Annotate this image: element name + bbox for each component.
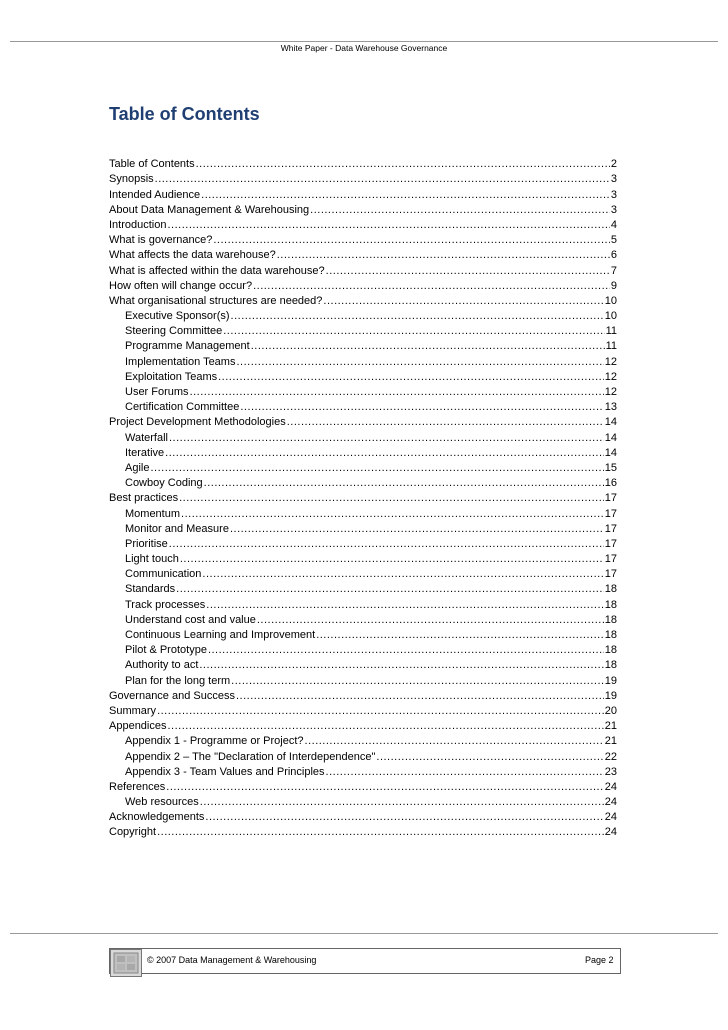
toc-leader-dots [180,553,604,566]
toc-leader-dots [176,583,604,596]
toc-entry-label: Appendix 1 - Programme or Project? [125,735,304,748]
toc-entry-label: Appendix 2 – The "Declaration of Interdependence" [125,750,376,763]
toc-entry-label: Standards [125,583,176,596]
toc-leader-dots [208,644,604,657]
toc-leader-dots [196,158,610,171]
toc-leader-dots [251,340,605,353]
toc-entry-label: Summary [109,704,157,717]
toc-entry-page: 14 [604,416,617,429]
toc-entry-label: Appendix 3 - Team Values and Principles [125,765,325,778]
toc-entry[interactable] [109,779,617,794]
toc-entry-page: 17 [604,492,617,505]
toc-leader-dots [223,325,604,338]
toc-entry[interactable] [109,551,617,566]
toc-entry-label: What is affected within the data warehouse? [109,264,325,277]
toc-leader-dots [155,173,610,186]
toc-entry[interactable] [109,581,617,596]
header-divider [10,41,718,42]
toc-leader-dots [181,508,604,521]
toc-entry-page: 18 [604,644,617,657]
toc-entry-label: Web resources [125,796,199,809]
toc-entry[interactable] [109,217,617,232]
toc-entry-page: 12 [604,370,617,383]
toc-entry-page: 17 [604,507,617,520]
toc-entry[interactable] [109,353,617,368]
toc-leader-dots [310,204,610,217]
toc-leader-dots [376,751,603,764]
toc-entry-label: Introduction [109,218,167,231]
toc-leader-dots [287,416,604,429]
toc-leader-dots [230,523,604,536]
toc-entry[interactable] [109,293,617,308]
toc-leader-dots [218,371,604,384]
toc-entry-label: Understand cost and value [125,613,256,626]
toc-leader-dots [157,826,604,839]
toc-entry[interactable] [109,627,617,642]
toc-entry[interactable] [109,414,617,429]
toc-entry[interactable] [109,596,617,611]
toc-entry-page: 11 [605,325,617,338]
toc-entry-page: 22 [604,750,617,763]
toc-entry[interactable] [109,566,617,581]
toc-leader-dots [168,720,604,733]
toc-entry-page: 3 [610,203,617,216]
toc-leader-dots [231,310,604,323]
toc-entry-page: 24 [604,796,617,809]
toc-entry-page: 3 [610,173,617,186]
toc-leader-dots [326,265,610,278]
toc-entry[interactable] [109,460,617,475]
toc-entry-label: Cowboy Coding [125,477,203,490]
toc-entry[interactable] [109,536,617,551]
toc-entry[interactable] [109,232,617,247]
toc-entry-label: Copyright [109,826,157,839]
toc-entry[interactable] [109,202,617,217]
toc-leader-dots [165,447,604,460]
toc-entry-label: Acknowledgements [109,811,205,824]
toc-entry-label: User Forums [125,386,189,398]
toc-entry-page: 18 [604,583,617,596]
toc-entry-page: 3 [610,188,617,201]
toc-entry-label: Implementation Teams [125,355,236,368]
toc-entry[interactable] [109,278,617,293]
toc-entry-page: 14 [604,431,617,444]
toc-leader-dots [236,690,604,703]
toc-entry-page: 16 [604,477,617,490]
toc-entry-page: 12 [604,386,617,398]
toc-entry[interactable] [109,445,617,460]
toc-entry[interactable] [109,171,617,186]
toc-entry-page: 17 [604,522,617,535]
toc-leader-dots [323,295,603,308]
toc-entry-label: Prioritise [125,537,168,550]
toc-leader-dots [206,599,603,612]
toc-entry-page: 7 [610,264,617,277]
toc-leader-dots [179,492,604,505]
toc-entry-label: How often will change occur? [109,279,253,292]
toc-entry[interactable] [109,672,617,687]
toc-leader-dots [157,705,604,718]
toc-entry[interactable] [109,384,617,399]
toc-entry[interactable] [109,505,617,520]
toc-entry-page: 18 [604,598,617,611]
toc-leader-dots [277,249,610,262]
toc-entry-label: What organisational structures are needed? [109,294,323,307]
toc-entry[interactable] [109,748,617,763]
toc-entry-page: 21 [604,720,617,733]
toc-leader-dots [199,659,603,672]
toc-entry-page: 17 [604,568,617,581]
page-title: Table of Contents [109,104,260,124]
toc-leader-dots [201,189,610,202]
toc-leader-dots [240,401,603,414]
toc-entry-page: 9 [610,279,617,292]
toc-leader-dots [169,538,604,551]
toc-entry[interactable] [109,764,617,779]
toc-entry[interactable] [109,247,617,262]
toc-entry-page: 6 [610,249,617,262]
toc-leader-dots [202,568,603,581]
toc-leader-dots [150,462,603,475]
toc-entry-page: 15 [604,461,617,474]
toc-entry[interactable] [109,369,617,384]
toc-leader-dots [326,766,604,779]
toc-entry-label: Appendices [109,720,167,733]
toc-entry-page: 24 [604,811,617,824]
company-logo-icon [110,949,142,977]
toc-entry-page: 10 [604,294,617,307]
toc-entry-label: Plan for the long term [125,674,231,687]
toc-leader-dots [213,234,610,247]
toc-entry[interactable] [109,399,617,414]
toc-entry[interactable] [109,429,617,444]
toc-entry-page: 14 [604,446,617,459]
toc-entry[interactable] [109,308,617,323]
toc-entry-page: 13 [604,401,617,414]
toc-leader-dots [316,629,604,642]
toc-entry-label: Track processes [125,598,206,611]
toc-entry[interactable] [109,809,617,824]
toc-leader-dots [205,811,603,824]
toc-leader-dots [305,735,604,748]
toc-entry-page: 18 [604,613,617,626]
toc-entry[interactable] [109,703,617,718]
toc-leader-dots [167,219,609,232]
toc-entry-label: Waterfall [125,431,168,444]
toc-entry[interactable] [109,490,617,505]
toc-entry[interactable] [109,824,617,839]
toc-entry-label: Synopsis [109,173,154,186]
toc-leader-dots [236,356,603,369]
toc-entry[interactable] [109,718,617,733]
toc-entry-page: 23 [604,765,617,778]
toc-entry-page: 12 [604,355,617,368]
toc-entry-label: Iterative [125,446,165,459]
toc-entry[interactable] [109,612,617,627]
toc-entry[interactable] [109,642,617,657]
toc-entry-page: 19 [604,674,617,687]
table-of-contents [109,156,617,839]
toc-entry-label: Agile [125,461,150,474]
toc-entry-label: Momentum [125,507,181,520]
toc-leader-dots [169,432,604,445]
toc-entry-page: 24 [604,780,617,793]
toc-entry-label: Table of Contents [109,158,195,171]
toc-entry-label: Best practices [109,492,179,505]
page-header [0,16,728,53]
toc-entry-label: Certification Committee [125,401,240,414]
toc-entry-label: Executive Sponsor(s) [125,310,230,323]
toc-leader-dots [204,477,604,490]
toc-entry-label: What affects the data warehouse? [109,249,276,262]
toc-entry-label: Intended Audience [109,188,201,201]
toc-entry-page: 19 [604,689,617,702]
toc-entry-label: Monitor and Measure [125,522,229,535]
toc-entry-page: 18 [604,659,617,672]
toc-entry-page: 4 [610,218,617,231]
toc-entry-page: 18 [604,629,617,641]
toc-entry-label: Pilot & Prototype [125,644,207,657]
toc-entry-page: 11 [605,340,617,353]
toc-entry[interactable] [109,733,617,748]
toc-entry-label: Light touch [125,553,179,566]
toc-entry-label: About Data Management & Warehousing [109,203,310,216]
toc-entry[interactable] [109,186,617,201]
toc-entry-label: Authority to act [125,659,199,672]
toc-entry-page: 17 [604,553,617,566]
toc-entry-label: What is governance? [109,234,213,247]
toc-leader-dots [200,796,604,809]
toc-entry[interactable] [109,521,617,536]
toc-entry-page: 2 [610,158,617,171]
toc-entry-label: References [109,780,166,793]
toc-entry-page: 10 [604,310,617,323]
toc-entry-page: 20 [604,704,617,717]
toc-leader-dots [253,280,610,293]
header-text: White Paper - Data Warehouse Governance [280,43,448,53]
toc-entry[interactable] [109,475,617,490]
toc-entry-page: 21 [604,735,617,748]
toc-entry[interactable] [109,657,617,672]
toc-entry-label: Governance and Success [109,689,235,702]
toc-leader-dots [257,614,604,627]
toc-entry[interactable] [109,323,617,338]
toc-entry-label: Project Development Methodologies [109,416,286,429]
toc-leader-dots [190,386,604,399]
toc-entry-page: 24 [604,826,617,839]
toc-entry-label: Exploitation Teams [125,370,218,383]
toc-leader-dots [166,781,603,794]
toc-entry-label: Programme Management [125,340,250,353]
toc-entry[interactable] [109,794,617,809]
toc-entry-page: 17 [604,537,617,550]
toc-entry-label: Communication [125,568,202,581]
toc-entry[interactable] [109,688,617,703]
toc-entry-page: 5 [610,234,617,247]
footer-page-number: Page 2 [585,955,614,965]
footer-copyright: © 2007 Data Management & Warehousing [147,955,317,965]
toc-entry[interactable] [109,338,617,353]
toc-leader-dots [231,675,604,688]
toc-entry-label: Continuous Learning and Improvement [125,629,316,641]
toc-entry[interactable] [109,156,617,171]
toc-entry-label: Steering Committee [125,325,223,338]
toc-entry[interactable] [109,262,617,277]
footer-divider [10,933,718,934]
